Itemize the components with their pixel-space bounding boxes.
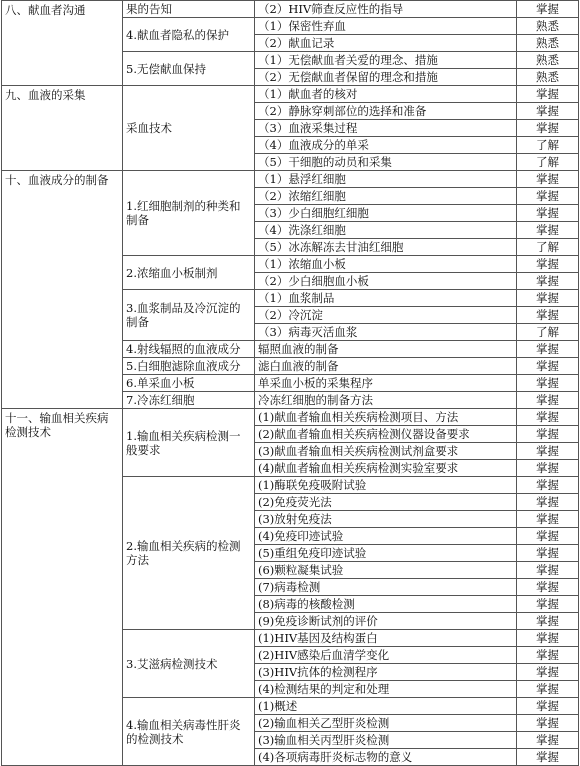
- requirement-level: 掌握: [517, 613, 579, 630]
- table-row: [2, 409, 579, 426]
- requirement-level: 掌握: [517, 392, 579, 409]
- item-text: (4)检测结果的判定和处理: [255, 681, 517, 698]
- item-text: (2)输血相关乙型肝炎检测: [255, 715, 517, 732]
- item-text: （3）病毒灭活血浆: [255, 324, 517, 341]
- item-text: （2）少白细胞血小板: [255, 273, 517, 290]
- requirement-level: 掌握: [517, 477, 579, 494]
- requirement-level: 掌握: [517, 647, 579, 664]
- item-text: (2)献血者输血相关疾病检测仪器设备要求: [255, 426, 517, 443]
- section-title: 八、献血者沟通: [2, 1, 123, 86]
- item-text: （2）献血记录: [255, 35, 517, 52]
- requirement-level: 了解: [517, 154, 579, 171]
- subsection-name: 5.白细胞滤除血液成分: [123, 358, 255, 375]
- requirement-level: 掌握: [517, 664, 579, 681]
- requirement-level: 掌握: [517, 1, 579, 18]
- item-text: （2）浓缩红细胞: [255, 188, 517, 205]
- requirement-level: 掌握: [517, 460, 579, 477]
- requirement-level: 掌握: [517, 205, 579, 222]
- syllabus-table: [1, 0, 579, 766]
- item-text: (4)免疫印迹试验: [255, 528, 517, 545]
- item-text: （2）无偿献血者保留的理念和措施: [255, 69, 517, 86]
- subsection-name: 1.输血相关疾病检测一般要求: [123, 409, 255, 477]
- requirement-level: 熟悉: [517, 69, 579, 86]
- requirement-level: 掌握: [517, 732, 579, 749]
- subsection-name: 4.献血者隐私的保护: [123, 18, 255, 52]
- subsection-name: 果的告知: [123, 1, 255, 18]
- item-text: (3)放射免疫法: [255, 511, 517, 528]
- requirement-level: 掌握: [517, 494, 579, 511]
- item-text: （2）冷沉淀: [255, 307, 517, 324]
- item-text: (9)免疫诊断试剂的评价: [255, 613, 517, 630]
- subsection-name: 7.冷冻红细胞: [123, 392, 255, 409]
- item-text: 单采血小板的采集程序: [255, 375, 517, 392]
- requirement-level: 熟悉: [517, 52, 579, 69]
- requirement-level: 掌握: [517, 103, 579, 120]
- item-text: 辐照血液的制备: [255, 341, 517, 358]
- item-text: (4)各项病毒肝炎标志物的意义: [255, 749, 517, 766]
- item-text: (5)重组免疫印迹试验: [255, 545, 517, 562]
- item-text: （1）血浆制品: [255, 290, 517, 307]
- requirement-level: 掌握: [517, 307, 579, 324]
- requirement-level: 掌握: [517, 596, 579, 613]
- requirement-level: 掌握: [517, 171, 579, 188]
- subsection-name: 3.血浆制品及冷沉淀的制备: [123, 290, 255, 341]
- item-text: （3）少白细胞红细胞: [255, 205, 517, 222]
- requirement-level: 掌握: [517, 528, 579, 545]
- item-text: （5）冰冻解冻去甘油红细胞: [255, 239, 517, 256]
- requirement-level: 掌握: [517, 273, 579, 290]
- subsection-name: 4.射线辐照的血液成分: [123, 341, 255, 358]
- requirement-level: 了解: [517, 324, 579, 341]
- requirement-level: 掌握: [517, 511, 579, 528]
- subsection-name: 2.输血相关疾病的检测方法: [123, 477, 255, 630]
- requirement-level: 掌握: [517, 443, 579, 460]
- requirement-level: 掌握: [517, 562, 579, 579]
- subsection-name: 6.单采血小板: [123, 375, 255, 392]
- item-text: （1）悬浮红细胞: [255, 171, 517, 188]
- subsection-name: 2.浓缩血小板制剂: [123, 256, 255, 290]
- item-text: (1)HIV基因及结构蛋白: [255, 630, 517, 647]
- requirement-level: 掌握: [517, 698, 579, 715]
- item-text: (1)酶联免疫吸附试验: [255, 477, 517, 494]
- requirement-level: 掌握: [517, 341, 579, 358]
- requirement-level: 掌握: [517, 256, 579, 273]
- requirement-level: 掌握: [517, 358, 579, 375]
- requirement-level: 熟悉: [517, 18, 579, 35]
- requirement-level: 熟悉: [517, 35, 579, 52]
- table-row: [2, 1, 579, 18]
- item-text: （4）血液成分的单采: [255, 137, 517, 154]
- requirement-level: 掌握: [517, 715, 579, 732]
- item-text: （1）无偿献血者关爱的理念、措施: [255, 52, 517, 69]
- item-text: （1）保密性弃血: [255, 18, 517, 35]
- requirement-level: 掌握: [517, 545, 579, 562]
- item-text: 滤白血液的制备: [255, 358, 517, 375]
- item-text: (7)病毒检测: [255, 579, 517, 596]
- item-text: (8)病毒的核酸检测: [255, 596, 517, 613]
- item-text: 冷冻红细胞的制备方法: [255, 392, 517, 409]
- item-text: (6)颗粒凝集试验: [255, 562, 517, 579]
- item-text: （1）浓缩血小板: [255, 256, 517, 273]
- subsection-name: 采血技术: [123, 86, 255, 171]
- item-text: (1)概述: [255, 698, 517, 715]
- item-text: (2)免疫荧光法: [255, 494, 517, 511]
- item-text: (2)HIV感染后血清学变化: [255, 647, 517, 664]
- requirement-level: 掌握: [517, 188, 579, 205]
- item-text: （4）洗涤红细胞: [255, 222, 517, 239]
- item-text: （2）HIV筛查反应性的指导: [255, 1, 517, 18]
- requirement-level: 掌握: [517, 749, 579, 766]
- section-title: 十、血液成分的制备: [2, 171, 123, 409]
- table-row: [2, 86, 579, 103]
- item-text: (3)献血者输血相关疾病检测试剂盒要求: [255, 443, 517, 460]
- subsection-name: 4.输血相关病毒性肝炎的检测技术: [123, 698, 255, 766]
- item-text: (4)献血者输血相关疾病检测实验室要求: [255, 460, 517, 477]
- subsection-name: 3.艾滋病检测技术: [123, 630, 255, 698]
- requirement-level: 掌握: [517, 409, 579, 426]
- requirement-level: 了解: [517, 137, 579, 154]
- item-text: （5）干细胞的动员和采集: [255, 154, 517, 171]
- subsection-name: 1.红细胞制剂的种类和制备: [123, 171, 255, 256]
- subsection-name: 5.无偿献血保持: [123, 52, 255, 86]
- table-row: [2, 171, 579, 188]
- requirement-level: 掌握: [517, 222, 579, 239]
- requirement-level: 掌握: [517, 579, 579, 596]
- requirement-level: 了解: [517, 239, 579, 256]
- item-text: （2）静脉穿刺部位的选择和准备: [255, 103, 517, 120]
- requirement-level: 掌握: [517, 120, 579, 137]
- requirement-level: 掌握: [517, 375, 579, 392]
- item-text: (1)献血者输血相关疾病检测项目、方法: [255, 409, 517, 426]
- item-text: (3)输血相关丙型肝炎检测: [255, 732, 517, 749]
- requirement-level: 掌握: [517, 86, 579, 103]
- syllabus-table-body: [2, 1, 579, 766]
- requirement-level: 掌握: [517, 630, 579, 647]
- requirement-level: 掌握: [517, 426, 579, 443]
- requirement-level: 掌握: [517, 681, 579, 698]
- section-title: 九、血液的采集: [2, 86, 123, 171]
- item-text: (3)HIV抗体的检测程序: [255, 664, 517, 681]
- item-text: （1）献血者的核对: [255, 86, 517, 103]
- item-text: （3）血液采集过程: [255, 120, 517, 137]
- requirement-level: 掌握: [517, 290, 579, 307]
- section-title: 十一、输血相关疾病检测技术: [2, 409, 123, 766]
